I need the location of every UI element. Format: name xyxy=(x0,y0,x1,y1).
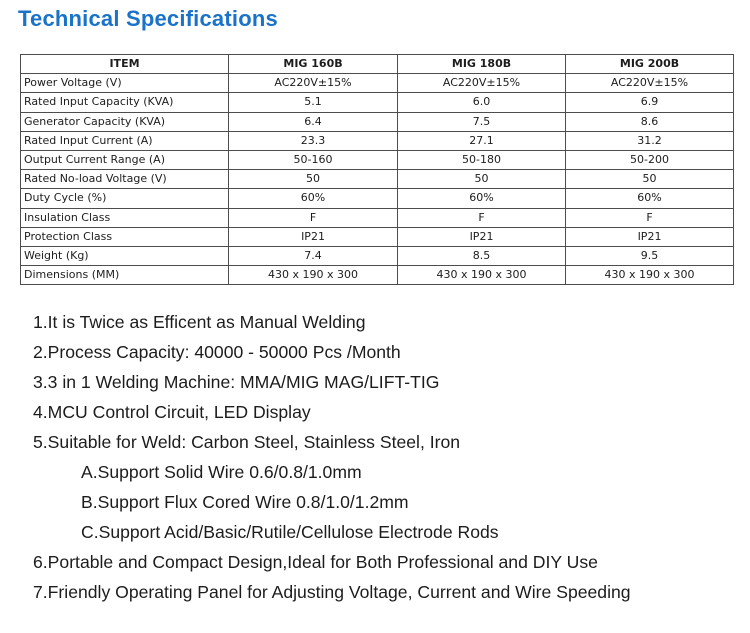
spec-value-cell: 430 x 190 x 300 xyxy=(566,266,734,285)
table-row xyxy=(21,112,734,131)
feature-item: 5.Suitable for Weld: Carbon Steel, Stainless Steel, Iron xyxy=(33,432,461,452)
spec-value-cell: 6.4 xyxy=(229,112,398,131)
spec-label-cell: Generator Capacity (KVA) xyxy=(21,112,229,131)
spec-value-cell: F xyxy=(398,208,566,227)
table-row xyxy=(21,208,734,227)
table-row xyxy=(21,93,734,112)
feature-item: 4.MCU Control Circuit, LED Display xyxy=(33,402,311,422)
feature-item: 7.Friendly Operating Panel for Adjusting Voltage, Current and Wire Speeding xyxy=(33,582,631,602)
feature-item: 1.It is Twice as Efficent as Manual Welding xyxy=(33,312,366,332)
spec-value-cell: 430 x 190 x 300 xyxy=(398,266,566,285)
table-row xyxy=(21,150,734,169)
spec-value-cell: 23.3 xyxy=(229,131,398,150)
table-header-row xyxy=(21,55,734,74)
feature-subitem: B.Support Flux Cored Wire 0.8/1.0/1.2mm xyxy=(81,492,409,512)
spec-value-cell: 60% xyxy=(398,189,566,208)
table-row xyxy=(21,266,734,285)
spec-value-cell: 5.1 xyxy=(229,93,398,112)
header-mig-180b: MIG 180B xyxy=(398,55,566,74)
table-row xyxy=(21,246,734,265)
spec-value-cell: 27.1 xyxy=(398,131,566,150)
spec-value-cell: 6.0 xyxy=(398,93,566,112)
feature-item: 6.Portable and Compact Design,Ideal for Both Professional and DIY Use xyxy=(33,552,598,572)
spec-value-cell: 50-180 xyxy=(398,150,566,169)
spec-value-cell: 8.5 xyxy=(398,246,566,265)
table-row xyxy=(21,74,734,93)
spec-value-cell: AC220V±15% xyxy=(398,74,566,93)
spec-label-cell: Output Current Range (A) xyxy=(21,150,229,169)
table-row xyxy=(21,170,734,189)
spec-value-cell: AC220V±15% xyxy=(566,74,734,93)
spec-table xyxy=(20,54,734,285)
spec-value-cell: F xyxy=(566,208,734,227)
spec-value-cell: 50-200 xyxy=(566,150,734,169)
spec-label-cell: Weight (Kg) xyxy=(21,246,229,265)
spec-value-cell: IP21 xyxy=(229,227,398,246)
table-row xyxy=(21,131,734,150)
table-body xyxy=(21,74,734,285)
spec-value-cell: 50 xyxy=(566,170,734,189)
header-mig-200b: MIG 200B xyxy=(566,55,734,74)
spec-label-cell: Dimensions (MM) xyxy=(21,266,229,285)
spec-label-cell: Duty Cycle (%) xyxy=(21,189,229,208)
header-item: ITEM xyxy=(21,55,229,74)
spec-value-cell: 50 xyxy=(229,170,398,189)
spec-value-cell: 7.4 xyxy=(229,246,398,265)
header-mig-160b: MIG 160B xyxy=(229,55,398,74)
spec-label-cell: Rated Input Capacity (KVA) xyxy=(21,93,229,112)
spec-label-cell: Power Voltage (V) xyxy=(21,74,229,93)
spec-value-cell: AC220V±15% xyxy=(229,74,398,93)
feature-list xyxy=(33,309,631,609)
spec-value-cell: 60% xyxy=(566,189,734,208)
spec-value-cell: IP21 xyxy=(566,227,734,246)
spec-label-cell: Protection Class xyxy=(21,227,229,246)
spec-value-cell: 50 xyxy=(398,170,566,189)
spec-value-cell: 31.2 xyxy=(566,131,734,150)
page-title: Technical Specifications xyxy=(18,6,278,31)
spec-label-cell: Rated Input Current (A) xyxy=(21,131,229,150)
spec-label-cell: Rated No-load Voltage (V) xyxy=(21,170,229,189)
table-row xyxy=(21,227,734,246)
feature-subitem: A.Support Solid Wire 0.6/0.8/1.0mm xyxy=(81,462,362,482)
feature-subitem: C.Support Acid/Basic/Rutile/Cellulose Electrode Rods xyxy=(81,522,499,542)
feature-item: 2.Process Capacity: 40000 - 50000 Pcs /Month xyxy=(33,342,401,362)
spec-value-cell: 6.9 xyxy=(566,93,734,112)
spec-value-cell: IP21 xyxy=(398,227,566,246)
spec-value-cell: 50-160 xyxy=(229,150,398,169)
spec-label-cell: Insulation Class xyxy=(21,208,229,227)
spec-value-cell: 60% xyxy=(229,189,398,208)
spec-value-cell: 9.5 xyxy=(566,246,734,265)
spec-value-cell: 430 x 190 x 300 xyxy=(229,266,398,285)
spec-value-cell: F xyxy=(229,208,398,227)
spec-value-cell: 7.5 xyxy=(398,112,566,131)
feature-item: 3.3 in 1 Welding Machine: MMA/MIG MAG/LIFT-TIG xyxy=(33,372,440,392)
spec-value-cell: 8.6 xyxy=(566,112,734,131)
table-row xyxy=(21,189,734,208)
